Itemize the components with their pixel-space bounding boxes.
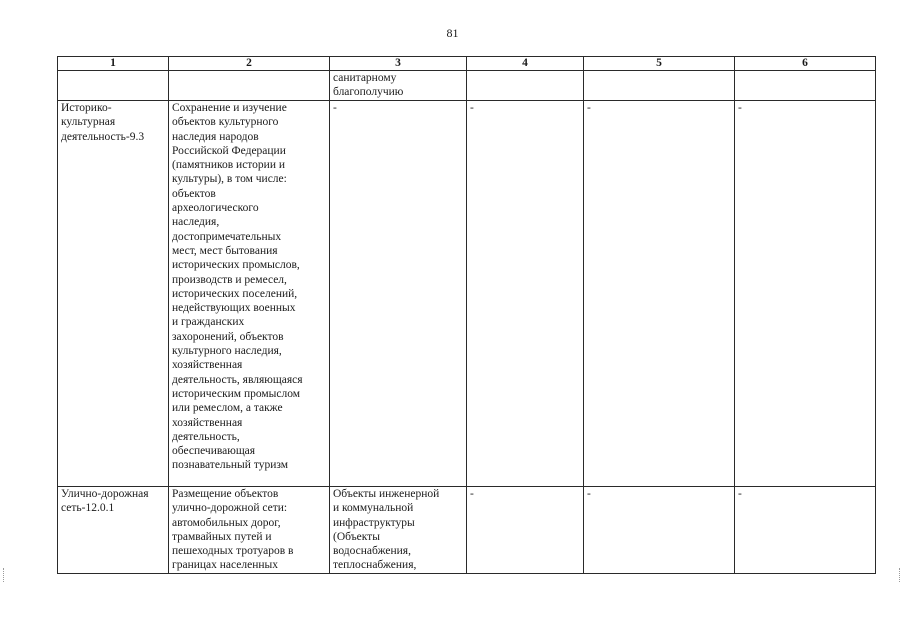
row-2-col-2: Сохранение и изучение объектов культурного наследия народов Российской Федерации (памятников истории и культуры), в том числе: объектов археологического наследия, достопримечательных мест, мест бытования исторических промыслов, производств и ремесел, исторических поселений, недействующих военных и гражданских захоронений, объектов культурного наследия, хозяйственная деятельность, являющаяся историческим промыслом или ремеслом, а также хозяйственная деятельность, обеспечивающая познавательный туризм bbox=[169, 101, 330, 487]
scan-edge-mark-left bbox=[3, 568, 6, 582]
row-2-col-6: - bbox=[735, 101, 876, 487]
row-1-col-1 bbox=[58, 71, 169, 101]
table-row bbox=[58, 71, 876, 101]
row-2-col-5: - bbox=[584, 101, 735, 487]
row-1-col-5 bbox=[584, 71, 735, 101]
row-3-col-3: Объекты инженерной и коммунальной инфраструктуры (Объекты водоснабжения, теплоснабжения, bbox=[330, 487, 467, 574]
row-2-col-4: - bbox=[467, 101, 584, 487]
table-row bbox=[58, 487, 876, 574]
row-1-col-4 bbox=[467, 71, 584, 101]
document-table bbox=[57, 56, 876, 574]
row-3-col-6: - bbox=[735, 487, 876, 574]
row-1-col-3: санитарному благополучию bbox=[330, 71, 467, 101]
row-2-col-1: Историко- культурная деятельность-9.3 bbox=[58, 101, 169, 487]
column-header-3: 3 bbox=[330, 57, 467, 71]
row-3-col-5: - bbox=[584, 487, 735, 574]
column-header-4: 4 bbox=[467, 57, 584, 71]
row-3-col-1: Улично-дорожная сеть-12.0.1 bbox=[58, 487, 169, 574]
column-header-2: 2 bbox=[169, 57, 330, 71]
page-number: 81 bbox=[446, 26, 459, 40]
row-1-col-2 bbox=[169, 71, 330, 101]
column-header-6: 6 bbox=[735, 57, 876, 71]
column-header-1: 1 bbox=[58, 57, 169, 71]
row-3-col-4: - bbox=[467, 487, 584, 574]
row-2-col-3: - bbox=[330, 101, 467, 487]
scan-edge-mark-right bbox=[899, 568, 902, 582]
column-header-5: 5 bbox=[584, 57, 735, 71]
table-row bbox=[58, 101, 876, 487]
row-1-col-6 bbox=[735, 71, 876, 101]
row-3-col-2: Размещение объектов улично-дорожной сети: автомобильных дорог, трамвайных путей и пешеходных тротуаров в границах населенных bbox=[169, 487, 330, 574]
header-row bbox=[58, 57, 876, 71]
